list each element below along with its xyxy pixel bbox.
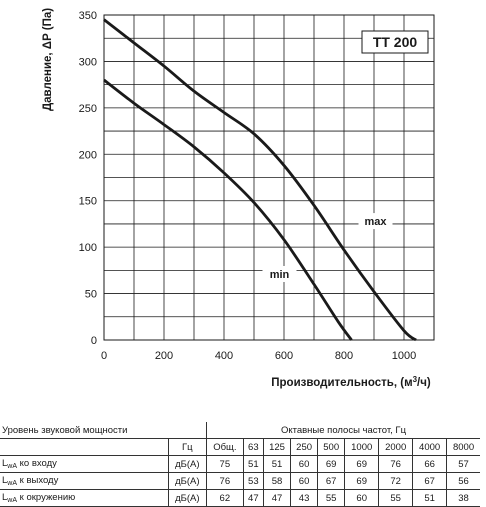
chart-curves xyxy=(104,20,416,340)
y-tick-label: 100 xyxy=(78,242,97,255)
unit-col-blank xyxy=(168,422,206,439)
y-tick-label: 300 xyxy=(78,56,97,69)
table-cell: 60 xyxy=(345,490,379,507)
table-cell: 47 xyxy=(243,490,263,507)
table-cell: 75 xyxy=(206,456,243,473)
curve-max xyxy=(104,20,416,340)
y-axis-title: Давление, ΔP (Па) xyxy=(42,7,54,112)
row-label: $L_{wA}$ ко входу xyxy=(0,456,168,473)
table-row xyxy=(0,456,480,473)
y-tick-label: 250 xyxy=(78,102,97,115)
table-cell: 55 xyxy=(379,490,413,507)
x-tick-label: 0 xyxy=(100,350,108,362)
table-columns-row xyxy=(0,439,480,456)
table-cell: 43 xyxy=(291,490,318,507)
blank-cell xyxy=(0,439,168,456)
table-cell: 69 xyxy=(318,456,345,473)
y-tick-label: 150 xyxy=(78,195,97,208)
model-label-box xyxy=(362,31,428,53)
x-axis-title: Производительность, $(м^3/ч)$ xyxy=(271,375,431,389)
x-tick-label: 600 xyxy=(274,350,294,362)
table-cell: 51 xyxy=(263,456,290,473)
x-axis-ticks xyxy=(101,350,416,362)
table-cell: 56 xyxy=(447,473,480,490)
table-cell: 60 xyxy=(291,473,318,490)
band-column-header: Общ. xyxy=(206,439,243,456)
band-column-header: 500 xyxy=(318,439,345,456)
table-cell: 62 xyxy=(206,490,243,507)
y-tick-label: 0 xyxy=(90,335,97,347)
chart-grid xyxy=(104,15,434,340)
table-cell: 72 xyxy=(379,473,413,490)
table-header-row xyxy=(0,422,480,439)
table-cell: 76 xyxy=(206,473,243,490)
row-unit: дБ(А) xyxy=(168,473,206,490)
x-tick-label: 800 xyxy=(334,350,354,362)
table-cell: 69 xyxy=(345,456,379,473)
unit-header: Гц xyxy=(168,439,206,456)
y-axis-ticks xyxy=(79,10,97,347)
table-cell: 60 xyxy=(291,456,318,473)
x-tick-label: 400 xyxy=(214,350,234,362)
curve-label-max: max xyxy=(364,216,387,229)
row-label: $L_{wA}$ к окружению xyxy=(0,490,168,507)
table-cell: 76 xyxy=(379,456,413,473)
band-column-header: 2000 xyxy=(379,439,413,456)
row-label: $L_{wA}$ к выходу xyxy=(0,473,168,490)
table-cell: 55 xyxy=(318,490,345,507)
table-row xyxy=(0,490,480,507)
row-unit: дБ(А) xyxy=(168,490,206,507)
band-column-header: 1000 xyxy=(345,439,379,456)
band-column-header: 250 xyxy=(291,439,318,456)
table-cell: 58 xyxy=(263,473,290,490)
table-cell: 38 xyxy=(447,490,480,507)
table-cell: 51 xyxy=(413,490,447,507)
band-column-header: 63 xyxy=(243,439,263,456)
table-row xyxy=(0,473,480,490)
table-cell: 66 xyxy=(413,456,447,473)
row-title: Уровень звуковой мощности xyxy=(0,422,168,439)
table-cell: 47 xyxy=(263,490,290,507)
curve-label-min: min xyxy=(269,269,290,281)
y-tick-label: 350 xyxy=(78,10,97,22)
bands-title: Октавные полосы частот, Гц xyxy=(206,422,480,439)
sound-power-table xyxy=(0,422,480,507)
row-unit: дБ(А) xyxy=(168,456,206,473)
table-cell: 53 xyxy=(243,473,263,490)
x-tick-label: 1000 xyxy=(391,350,417,362)
x-tick-label: 200 xyxy=(154,350,174,362)
y-tick-label: 200 xyxy=(78,149,97,162)
table-cell: 67 xyxy=(318,473,345,490)
model-label: TT 200 xyxy=(372,34,418,50)
band-column-header: 8000 xyxy=(447,439,480,456)
table-cell: 51 xyxy=(243,456,263,473)
y-tick-label: 50 xyxy=(84,288,97,301)
band-column-header: 4000 xyxy=(413,439,447,456)
table-cell: 67 xyxy=(413,473,447,490)
band-column-header: 125 xyxy=(263,439,290,456)
table-cell: 57 xyxy=(447,456,480,473)
table-cell: 69 xyxy=(345,473,379,490)
